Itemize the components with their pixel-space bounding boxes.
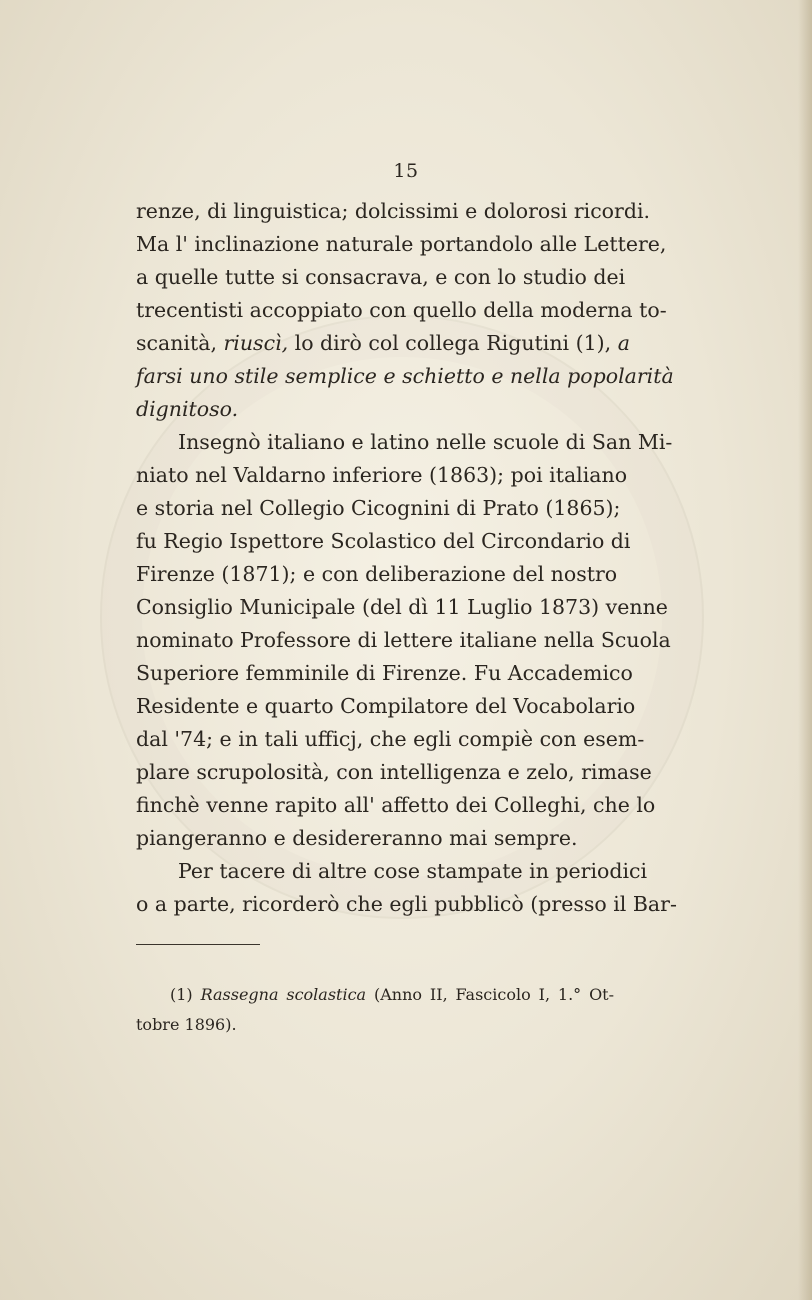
body-text-span: scanità, xyxy=(136,331,224,355)
body-line: o a parte, ricorderò che egli pubblicò (presso il Bar- xyxy=(136,892,677,916)
paragraph-start: Per tacere di altre cose stampate in periodici xyxy=(178,859,648,883)
body-line: finchè venne rapito all' affetto dei Colleghi, che lo xyxy=(136,793,656,817)
body-line: Superiore femminile di Firenze. Fu Accademico xyxy=(136,661,633,685)
body-line: Firenze (1871); e con deliberazione del nostro xyxy=(136,562,618,586)
body-line: trecentisti accoppiato con quello della moderna to- xyxy=(136,298,667,322)
footnote xyxy=(170,984,614,1006)
italic-text-span: a xyxy=(617,331,630,355)
body-line: piangeranno e desidereranno mai sempre. xyxy=(136,826,578,850)
paragraph-start: Insegnò italiano e latino nelle scuole di San Mi- xyxy=(178,430,673,454)
body-line: Ma l' inclinazione naturale portandolo alle Lettere, xyxy=(136,232,667,256)
page-edge-shadow xyxy=(798,0,812,1300)
body-line-italic xyxy=(136,396,614,422)
footnote-title: Rassegna scolastica xyxy=(200,985,367,1004)
body-line: renze, di linguistica; dolcissimi e dolorosi ricordi. xyxy=(136,199,651,223)
body-line: e storia nel Collegio Cicognini di Prato (1865); xyxy=(136,496,621,520)
italic-quote: dignitoso. xyxy=(136,397,239,421)
body-text-span: lo dirò col collega Rigutini (1), xyxy=(288,331,618,355)
body-line: dal '74; e in tali ufficj, che egli compiè con esem- xyxy=(136,727,645,751)
body-line-mixed xyxy=(136,330,630,356)
body-line: fu Regio Ispettore Scolastico del Circondario di xyxy=(136,529,631,553)
body-line: nominato Professore di lettere italiane nella Scuola xyxy=(136,628,671,652)
body-line: niato nel Valdarno inferiore (1863); poi italiano xyxy=(136,463,628,487)
body-line: a quelle tutte si consacrava, e con lo studio dei xyxy=(136,265,626,289)
body-line: Residente e quarto Compilatore del Vocabolario xyxy=(136,694,636,718)
body-line-italic xyxy=(136,363,674,389)
footnote-text: (Anno II, Fascicolo I, 1.° Ot- xyxy=(366,985,615,1004)
footnote-continuation: tobre 1896). xyxy=(136,1015,237,1034)
footnote-marker: (1) xyxy=(170,985,201,1004)
italic-quote: farsi uno stile semplice e schietto e nella popolarità xyxy=(136,364,674,388)
body-line: Consiglio Municipale (del dì 11 Luglio 1873) venne xyxy=(136,595,668,619)
page-number: 15 xyxy=(393,160,419,182)
footnote-divider xyxy=(136,944,260,945)
body-line: plare scrupolosità, con intelligenza e zelo, rimase xyxy=(136,760,652,784)
italic-text-span: riuscì, xyxy=(223,331,289,355)
